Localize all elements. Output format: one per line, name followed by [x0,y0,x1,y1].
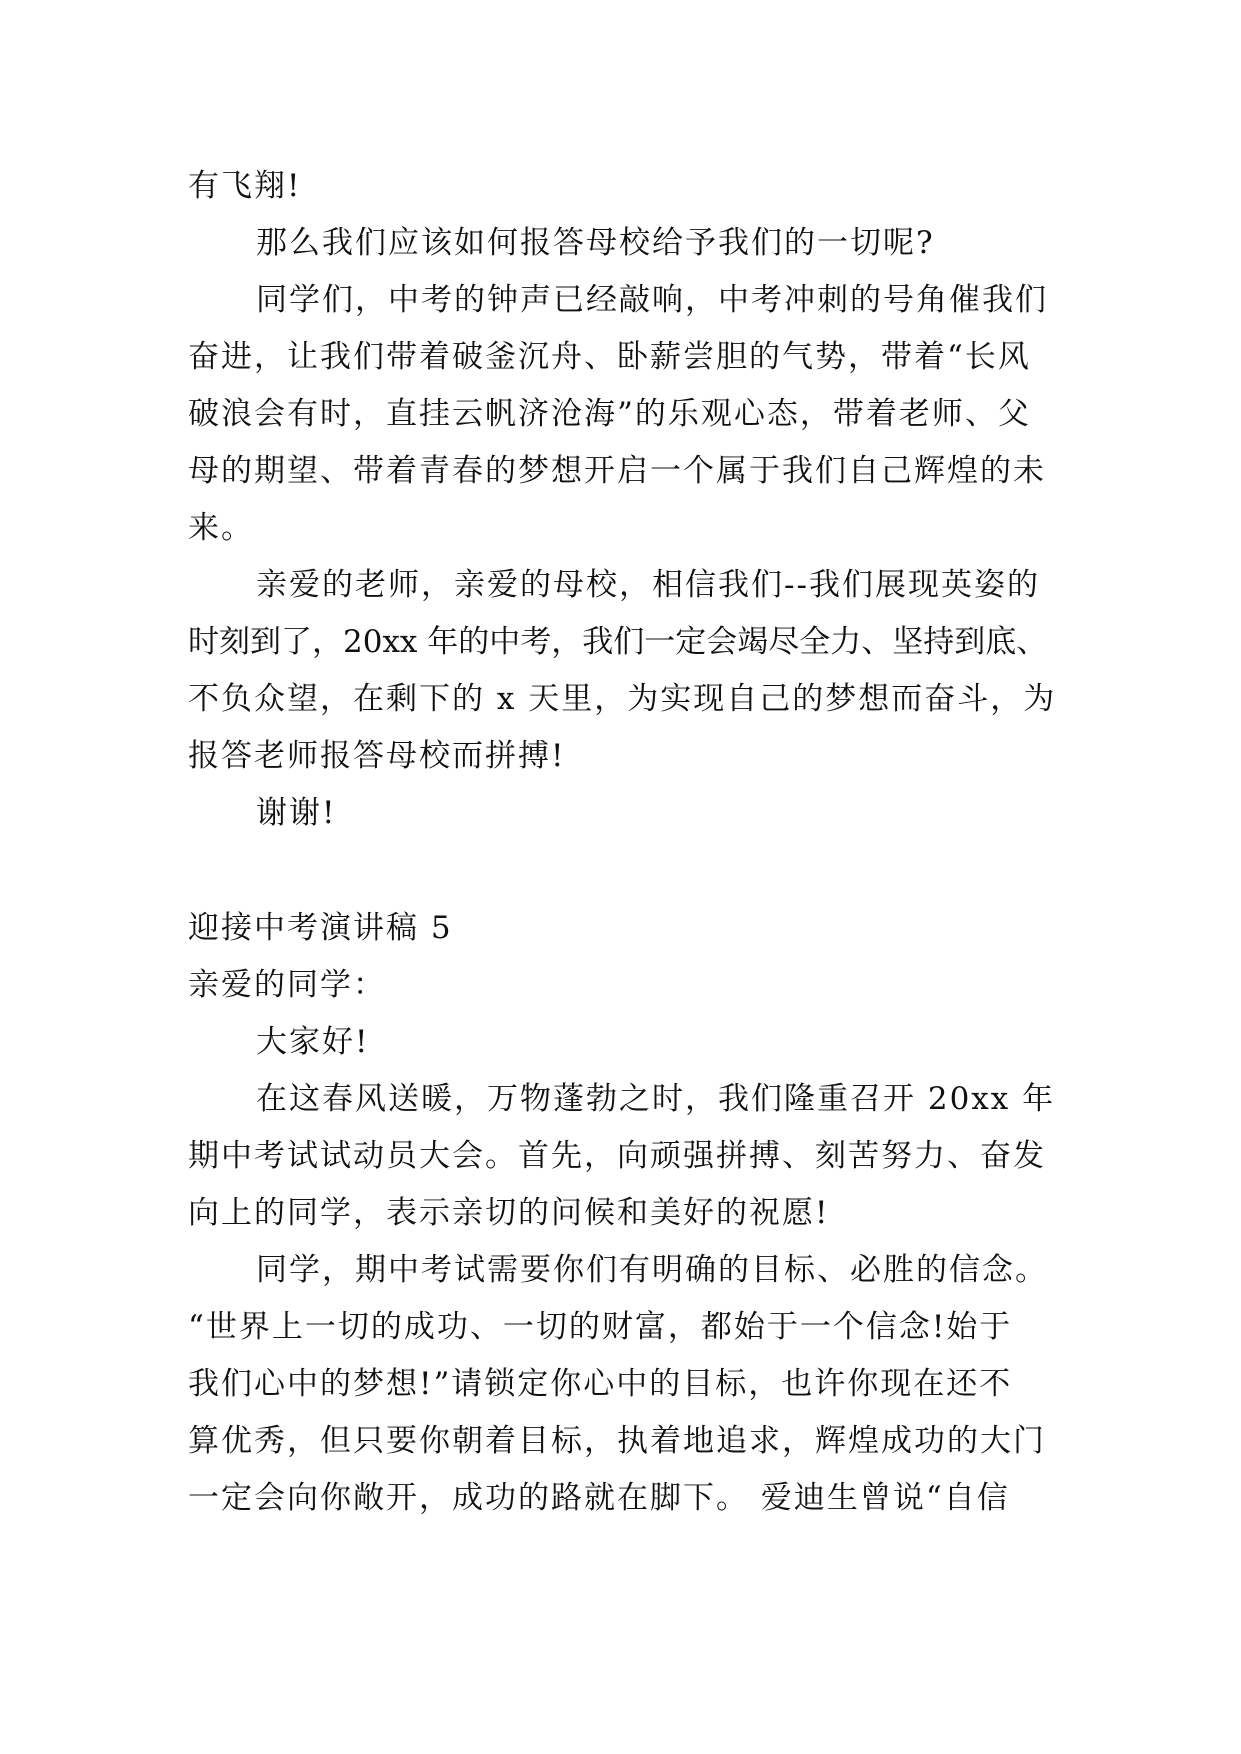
salutation: 亲爱的同学： [188,967,386,1003]
section-heading: 迎接中考演讲稿 5 [188,910,453,946]
text-line: 不负众望，在剩下的 x 天里，为实现自己的梦想而奋斗，为 [188,681,1057,717]
text-line: 破浪会有时，直挂云帆济沧海”的乐观心态，带着老师、父 [188,396,1031,432]
text-line: 期中考试试动员大会。首先，向顽强拼搏、刻苦努力、奋发 [188,1138,1046,1174]
text-line: 向上的同学，表示亲切的问候和美好的祝愿! [188,1195,830,1231]
text-line: 一定会向你敞开，成功的路就在脚下。 爱迪生曾说“自信 [188,1480,1010,1516]
text-line: 母的期望、带着青春的梦想开启一个属于我们自己辉煌的未 [188,453,1046,489]
text-line: 奋进，让我们带着破釜沉舟、卧薪尝胆的气势，带着“长风 [188,339,1031,375]
text-line: 同学们，中考的钟声已经敲响，中考冲刺的号角催我们 [256,282,1048,318]
text-line: 同学，期中考试需要你们有明确的目标、必胜的信念。 [256,1252,1048,1288]
text-line: 亲爱的老师，亲爱的母校，相信我们--我们展现英姿的 [256,567,1040,603]
text-line: 来。 [188,510,254,546]
text-line: 算优秀，但只要你朝着目标，执着地追求，辉煌成功的大门 [188,1423,1046,1459]
text-line: 大家好! [256,1024,370,1060]
text-line: 在这春风送暖，万物蓬勃之时，我们隆重召开 20xx 年 [256,1081,1056,1117]
text-line: 有飞翔! [188,168,302,204]
text-line: 谢谢! [256,795,337,831]
text-line: 时刻到了，20xx 年的中考，我们一定会竭尽全力、坚持到底、 [188,624,1048,660]
text-line: 报答老师报答母校而拼搏! [188,738,566,774]
text-line: 那么我们应该如何报答母校给予我们的一切呢? [256,225,935,261]
text-line: “世界上一切的成功、一切的财富，都始于一个信念!始于 [188,1309,1013,1345]
text-line: 我们心中的梦想!”请锁定你心中的目标，也许你现在还不 [188,1366,1013,1402]
